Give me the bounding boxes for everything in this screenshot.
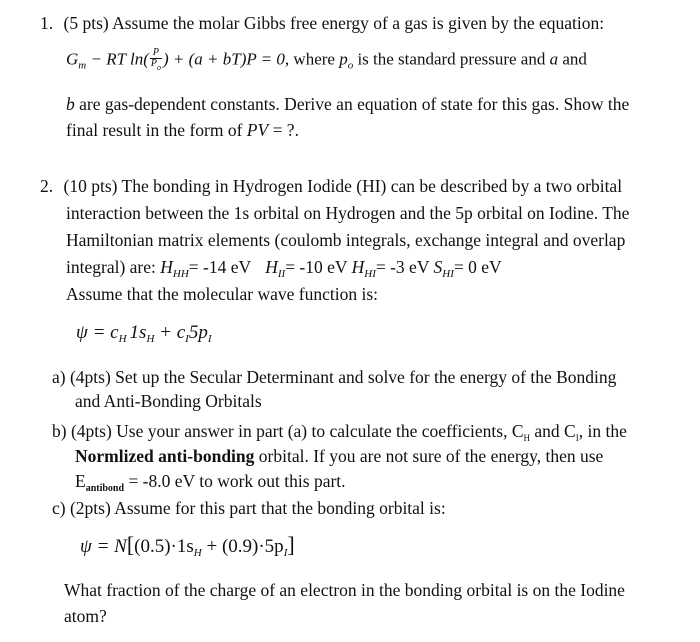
part-a-label: a) bbox=[52, 367, 66, 387]
part-a-line2: and Anti-Bonding Orbitals bbox=[75, 391, 262, 411]
b-ch-sub: H bbox=[523, 433, 531, 443]
h-ii-symbol: H bbox=[265, 257, 278, 277]
wf-equals: = bbox=[87, 322, 111, 343]
part-b-line2 bbox=[75, 445, 603, 467]
h-hh-sub: HH bbox=[172, 268, 189, 280]
part-a-text: (4pts) Set up the Secular Determinant and solve for the energy of the Bonding bbox=[69, 367, 617, 387]
b-symbol: b bbox=[66, 94, 75, 114]
part-a-line1 bbox=[52, 366, 616, 388]
h-ii-value: = -10 eV bbox=[285, 257, 352, 277]
q1-line4-post: = ?. bbox=[268, 120, 299, 140]
h-hh-value: = -14 eV bbox=[188, 257, 251, 277]
gibbs-symbol: G bbox=[66, 49, 79, 69]
q2-line1 bbox=[40, 175, 622, 197]
q2-line4-pre: integral) are: bbox=[66, 257, 161, 277]
frac-denominator: P bbox=[150, 58, 157, 69]
part-b-text-pre: (4pts) Use your answer in part (a) to calculate the coefficients, C bbox=[70, 421, 524, 441]
b-ci-sub: I bbox=[575, 433, 579, 443]
q2-line5: Assume that the molecular wave function is: bbox=[66, 284, 379, 304]
part-c-text: (2pts) Assume for this part that the bonding orbital is: bbox=[69, 498, 446, 518]
e-antibond-symbol: E bbox=[75, 471, 86, 491]
gibbs-subscript: m bbox=[78, 59, 87, 72]
wave-function bbox=[76, 322, 212, 350]
eq-and: and bbox=[558, 49, 587, 69]
q2-line2: interaction between the 1s orbital on Hydrogen and the 5p orbital on Iodine. The bbox=[66, 203, 630, 223]
h-hi-sub: HI bbox=[364, 268, 376, 280]
left-bracket: [ bbox=[126, 532, 135, 557]
bo-term2-sub: I bbox=[283, 547, 288, 559]
bo-equals-n: = N bbox=[91, 536, 127, 557]
q1-number: 1. bbox=[40, 13, 54, 33]
eq-part2: ) + (a + bT)P = 0 bbox=[162, 49, 285, 69]
part-b-and: and C bbox=[530, 421, 576, 441]
bo-plus: + bbox=[201, 536, 222, 557]
bonding-orbital-equation bbox=[80, 534, 295, 564]
c-i-sub: I bbox=[185, 333, 189, 345]
a-symbol: a bbox=[549, 49, 559, 69]
bo-term1-sub: H bbox=[193, 547, 202, 559]
frac-den-sub: o bbox=[156, 63, 161, 72]
part-b-line3-post: = -8.0 eV to work out this part. bbox=[124, 471, 346, 491]
c-h-sub: H bbox=[118, 333, 127, 345]
normalized-text: Normlized bbox=[75, 446, 159, 466]
part-b-line3 bbox=[75, 470, 346, 500]
final-question-line1: What fraction of the charge of an electron in the bonding orbital is on the Iodine bbox=[64, 580, 625, 600]
orbital-5p-sub: I bbox=[207, 333, 212, 345]
q1-line3 bbox=[66, 93, 629, 115]
q1-line1 bbox=[40, 12, 604, 34]
final-question-line2: atom? bbox=[64, 606, 107, 626]
q1-text-line3: are gas-dependent constants. Derive an equation of state for this gas. Show the bbox=[74, 94, 630, 114]
bo-term1: (0.5)·1s bbox=[134, 536, 194, 557]
eq-part1: − RT ln( bbox=[86, 49, 149, 69]
h-ii-sub: II bbox=[277, 268, 286, 280]
bo-psi-symbol: ψ bbox=[80, 536, 92, 557]
frac-numerator: P bbox=[150, 48, 162, 59]
right-bracket: ] bbox=[287, 532, 295, 557]
wf-plus: + bbox=[154, 322, 177, 343]
q1-text-line1: (5 pts) Assume the molar Gibbs free energy of a gas is given by the equation: bbox=[63, 13, 605, 33]
orbital-5p: 5p bbox=[188, 322, 208, 343]
s-hi-value: = 0 eV bbox=[453, 257, 502, 277]
q1-line4 bbox=[66, 119, 299, 141]
bo-term2: (0.9)·5p bbox=[221, 536, 284, 557]
part-b-text-post: , in the bbox=[578, 421, 627, 441]
eq-tail: is the standard pressure and bbox=[353, 49, 550, 69]
q2-line3: Hamiltonian matrix elements (coulomb integrals, exchange integral and overlap bbox=[66, 230, 626, 250]
orbital-1s: 1s bbox=[129, 322, 147, 343]
p0-symbol: p bbox=[339, 49, 348, 69]
pressure-fraction bbox=[150, 48, 162, 73]
p0-sub: o bbox=[347, 59, 354, 72]
part-b-label: b) bbox=[52, 421, 67, 441]
e-antibond-sub: antibond bbox=[85, 483, 125, 494]
q1-line4-pre: final result in the form of bbox=[66, 120, 247, 140]
anti-bonding-text: anti-bonding bbox=[158, 446, 255, 466]
part-c-line1 bbox=[52, 497, 446, 519]
orbital-1s-sub: H bbox=[146, 333, 155, 345]
h-hi-value: = -3 eV bbox=[375, 257, 434, 277]
part-b-line2-post: orbital. If you are not sure of the energy, then use bbox=[254, 446, 604, 466]
q2-line4 bbox=[66, 256, 502, 285]
eq-where: , where bbox=[284, 49, 340, 69]
pv-symbol: PV bbox=[246, 120, 269, 140]
psi-symbol: ψ bbox=[76, 322, 88, 343]
q2-number: 2. bbox=[40, 176, 54, 196]
part-c-label: c) bbox=[52, 498, 66, 518]
q2-text-line1: (10 pts) The bonding in Hydrogen Iodide (HI) can be described by a two orbital bbox=[63, 176, 623, 196]
c-h-symbol: c bbox=[110, 322, 119, 343]
c-i-symbol: c bbox=[176, 322, 186, 343]
s-hi-sub: HI bbox=[442, 268, 454, 280]
h-hh-symbol: H bbox=[160, 257, 173, 277]
s-hi-symbol: S bbox=[433, 257, 443, 277]
q1-equation bbox=[66, 48, 587, 76]
h-hi-symbol: H bbox=[351, 257, 365, 277]
